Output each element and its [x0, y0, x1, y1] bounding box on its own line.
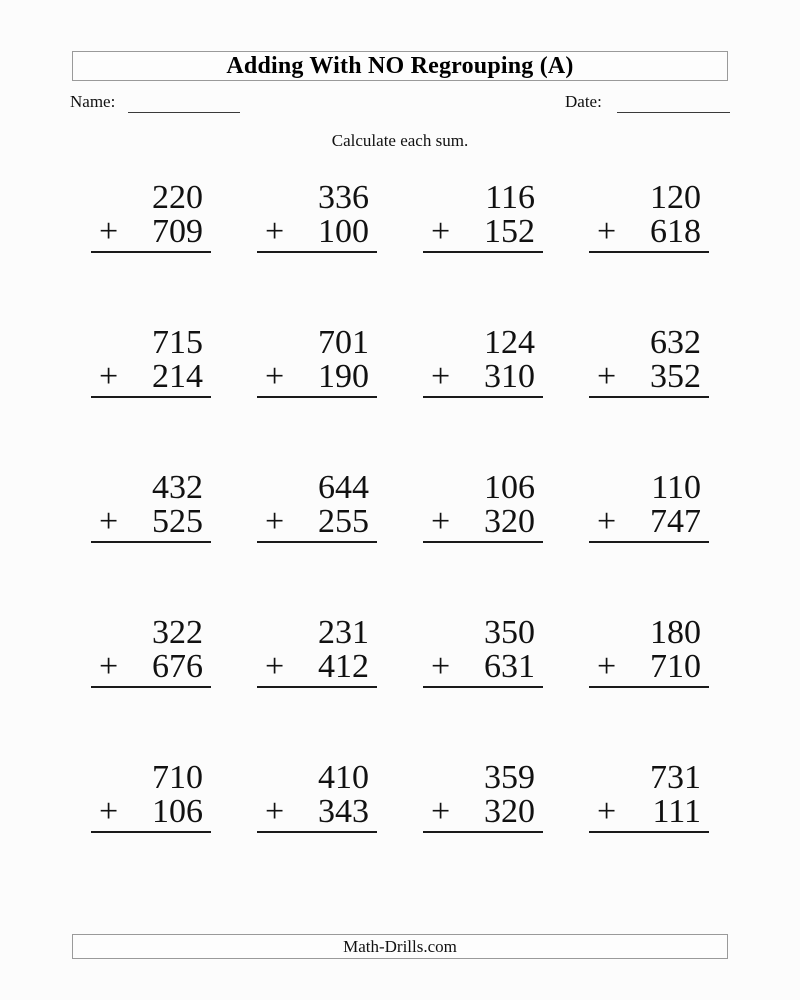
plus-operator-icon: + — [597, 793, 617, 830]
title-box — [72, 51, 728, 81]
addend-bottom: 111 — [652, 793, 701, 830]
addend-bottom-row — [91, 215, 211, 253]
addend-bottom-row — [257, 505, 377, 543]
addition-problem — [589, 761, 709, 833]
addition-problem — [91, 616, 211, 688]
addition-problem — [257, 616, 377, 688]
addend-bottom: 352 — [650, 358, 701, 395]
addition-problem — [589, 471, 709, 543]
addend-bottom: 618 — [650, 213, 701, 250]
name-blank-line — [128, 95, 240, 113]
addition-problem — [423, 181, 543, 253]
plus-operator-icon: + — [265, 358, 285, 395]
addend-top: 231 — [318, 614, 369, 651]
addition-problem — [589, 326, 709, 398]
footer-text: Math-Drills.com — [343, 936, 457, 956]
plus-operator-icon: + — [99, 648, 119, 685]
addition-problem — [257, 326, 377, 398]
addend-bottom: 106 — [152, 793, 203, 830]
addend-bottom-row — [257, 215, 377, 253]
addition-problem — [257, 471, 377, 543]
addend-bottom: 190 — [318, 358, 369, 395]
addend-bottom-row — [423, 360, 543, 398]
date-label: Date: — [565, 92, 602, 111]
addend-top: 116 — [485, 179, 535, 216]
addend-bottom: 631 — [484, 648, 535, 685]
addend-bottom-row — [589, 795, 709, 833]
addition-problem — [91, 761, 211, 833]
addend-top: 410 — [318, 759, 369, 796]
addend-bottom-row — [91, 505, 211, 543]
addend-top: 632 — [650, 324, 701, 361]
addend-bottom: 747 — [650, 503, 701, 540]
addition-problem — [589, 616, 709, 688]
plus-operator-icon: + — [265, 648, 285, 685]
plus-operator-icon: + — [265, 213, 285, 250]
plus-operator-icon: + — [99, 213, 119, 250]
addend-bottom: 320 — [484, 793, 535, 830]
problems-grid — [91, 181, 709, 833]
addend-top: 110 — [651, 469, 701, 506]
date-blank-line — [617, 95, 730, 113]
addition-problem — [91, 326, 211, 398]
plus-operator-icon: + — [597, 503, 617, 540]
plus-operator-icon: + — [431, 503, 451, 540]
addend-top: 710 — [152, 759, 203, 796]
addend-top: 350 — [484, 614, 535, 651]
plus-operator-icon: + — [597, 358, 617, 395]
plus-operator-icon: + — [597, 648, 617, 685]
plus-operator-icon: + — [431, 648, 451, 685]
addition-problem — [423, 471, 543, 543]
plus-operator-icon: + — [99, 503, 119, 540]
addend-bottom-row — [589, 505, 709, 543]
addend-bottom: 412 — [318, 648, 369, 685]
addend-bottom: 100 — [318, 213, 369, 250]
plus-operator-icon: + — [431, 213, 451, 250]
addend-bottom-row — [589, 215, 709, 253]
addend-bottom: 525 — [152, 503, 203, 540]
addition-problem — [257, 181, 377, 253]
addend-bottom-row — [91, 795, 211, 833]
addend-bottom-row — [423, 650, 543, 688]
page-title: Adding With NO Regrouping (A) — [226, 52, 574, 79]
addition-problem — [423, 326, 543, 398]
addend-bottom-row — [589, 650, 709, 688]
addend-bottom: 676 — [152, 648, 203, 685]
addend-top: 731 — [650, 759, 701, 796]
addend-top: 432 — [152, 469, 203, 506]
name-label: Name: — [70, 92, 116, 111]
addend-top: 715 — [152, 324, 203, 361]
addend-top: 644 — [318, 469, 369, 506]
addend-bottom: 343 — [318, 793, 369, 830]
addition-problem — [423, 616, 543, 688]
addend-bottom: 152 — [484, 213, 535, 250]
addend-top: 359 — [484, 759, 535, 796]
footer-box — [72, 934, 728, 959]
plus-operator-icon: + — [431, 793, 451, 830]
addend-bottom-row — [423, 505, 543, 543]
addend-bottom: 255 — [318, 503, 369, 540]
plus-operator-icon: + — [99, 358, 119, 395]
addend-top: 701 — [318, 324, 369, 361]
plus-operator-icon: + — [265, 793, 285, 830]
addend-bottom-row — [257, 360, 377, 398]
addition-problem — [423, 761, 543, 833]
plus-operator-icon: + — [265, 503, 285, 540]
addend-top: 322 — [152, 614, 203, 651]
addend-top: 336 — [318, 179, 369, 216]
addend-top: 106 — [484, 469, 535, 506]
addend-bottom: 310 — [484, 358, 535, 395]
addend-bottom: 320 — [484, 503, 535, 540]
addend-bottom: 710 — [650, 648, 701, 685]
addition-problem — [91, 471, 211, 543]
addition-problem — [589, 181, 709, 253]
addend-bottom-row — [91, 650, 211, 688]
addend-bottom: 214 — [152, 358, 203, 395]
addend-top: 220 — [152, 179, 203, 216]
instruction-text: Calculate each sum. — [331, 131, 469, 150]
plus-operator-icon: + — [597, 213, 617, 250]
addition-problem — [91, 181, 211, 253]
addend-bottom-row — [91, 360, 211, 398]
addend-bottom-row — [423, 215, 543, 253]
addend-top: 120 — [650, 179, 701, 216]
addend-bottom-row — [589, 360, 709, 398]
addend-top: 180 — [650, 614, 701, 651]
addition-problem — [257, 761, 377, 833]
addend-bottom-row — [257, 650, 377, 688]
addend-bottom: 709 — [152, 213, 203, 250]
addend-top: 124 — [484, 324, 535, 361]
plus-operator-icon: + — [99, 793, 119, 830]
addend-bottom-row — [257, 795, 377, 833]
plus-operator-icon: + — [431, 358, 451, 395]
addend-bottom-row — [423, 795, 543, 833]
